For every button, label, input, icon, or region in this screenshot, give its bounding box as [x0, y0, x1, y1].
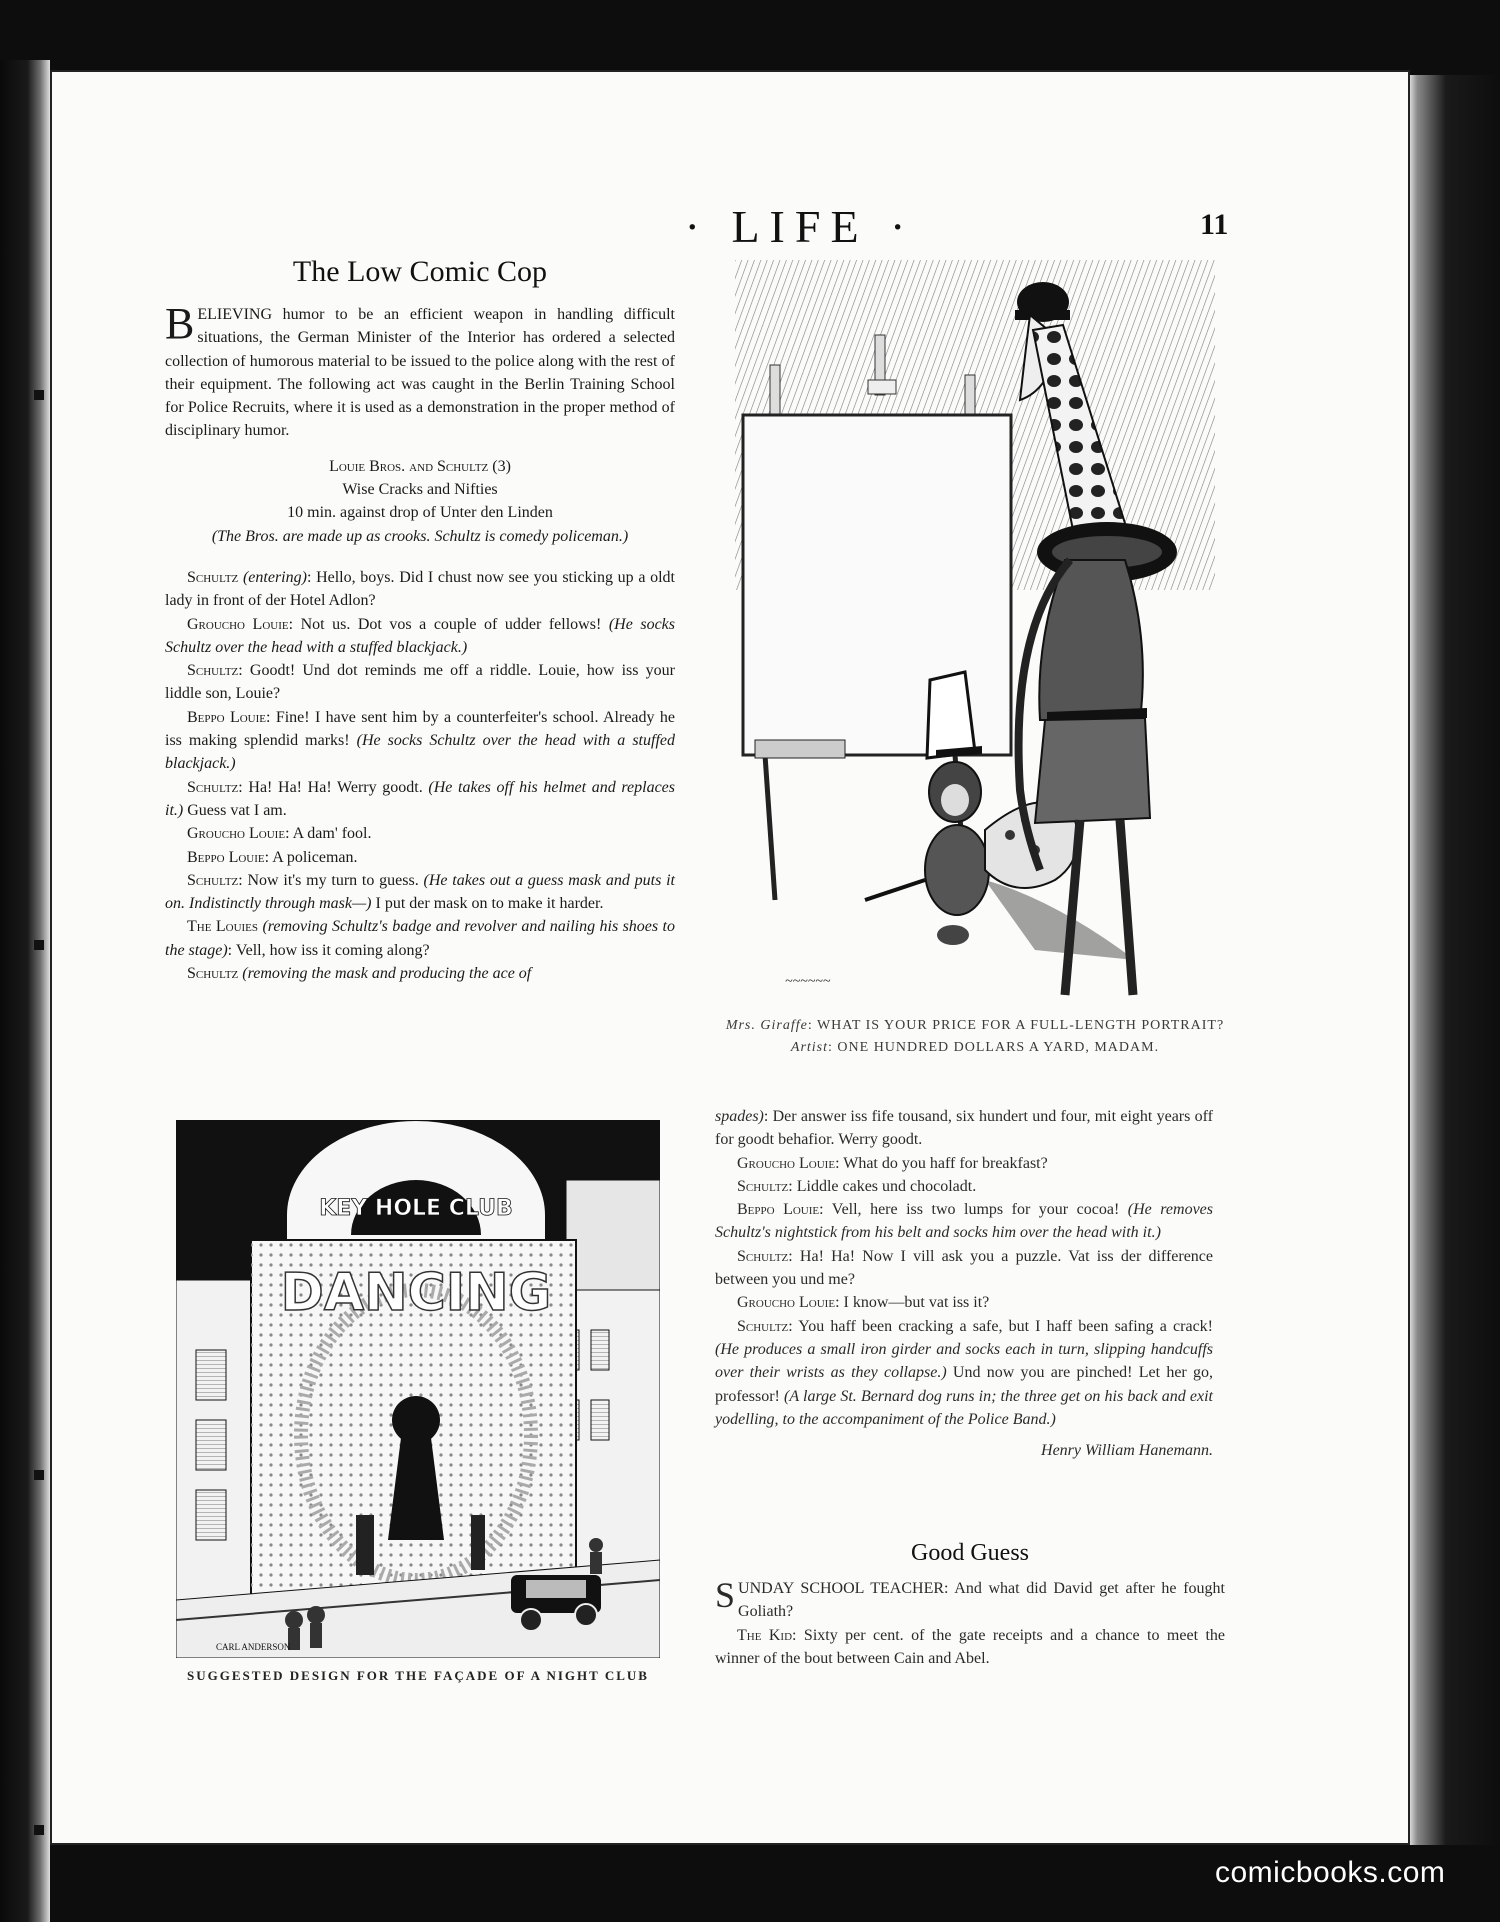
dialogue-line: [715, 1291, 1213, 1314]
speaker-name: Schultz: [737, 1247, 789, 1265]
spoken-text: : Not us. Dot vos a couple of udder fellows!: [288, 615, 602, 633]
drop-cap: B: [165, 299, 195, 348]
spoken-text: Guess vat I am.: [187, 801, 287, 819]
spoken-text: : A policeman.: [264, 848, 358, 866]
speaker-name: Groucho Louie: [187, 615, 289, 633]
spoken-text: : You haff been cracking a safe, but I haff been safing a crack!: [788, 1317, 1213, 1335]
dialogue-line: [165, 962, 675, 985]
dialogue-line: [165, 846, 675, 869]
spoken-text: : Vell, how iss it coming along?: [227, 941, 430, 959]
dialogue-line: [165, 915, 675, 962]
speaker-name: Groucho Louie: [187, 825, 286, 843]
speaker-name: Schultz: [187, 965, 239, 983]
caption-line: : WHAT IS YOUR PRICE FOR A FULL-LENGTH PORTRAIT?: [807, 1018, 1225, 1033]
speaker-name: Groucho Louie: [737, 1154, 836, 1172]
masthead: · LIFE ·: [684, 201, 916, 252]
dialogue-line: SUNDAY SCHOOL TEACHER: And what did David get after he fought Goliath?: [715, 1575, 1225, 1621]
giraffe-caption: [715, 1015, 1235, 1059]
spoken-text: : What do you haff for breakfast?: [835, 1154, 1048, 1172]
billing-stage-note: (The Bros. are made up as crooks. Schultz is comedy policeman.): [211, 527, 629, 545]
dialogue-left: [165, 566, 675, 985]
speaker-name: Beppo Louie: [737, 1201, 820, 1219]
nightclub-cartoon: [176, 1120, 660, 1658]
sign-arch-text: KEY HOLE CLUB: [319, 1196, 513, 1221]
spoken-text: : I know—but vat iss it?: [835, 1294, 990, 1312]
dialogue-right: [715, 1152, 1213, 1432]
spine-mark: [34, 390, 44, 400]
caption-speaker: Artist: [790, 1040, 829, 1055]
speaker-name: The Louies: [187, 918, 259, 936]
dialogue-line: [715, 1198, 1213, 1245]
stage-direction: (He socks Schultz over the head with a stuffed blackjack.): [165, 732, 675, 773]
spoken-text: : Fine! I have sent him by a counterfeiter's school. Already he iss making splendid marks!: [165, 708, 675, 750]
caption-line: : ONE HUNDRED DOLLARS A YARD, MADAM.: [828, 1040, 1160, 1055]
dialogue-line: [165, 776, 675, 823]
stage-direction: (removing Schultz's badge and revolver and nailing his shoes to the stage): [165, 918, 675, 959]
dialogue-line: [165, 613, 675, 660]
dialogue-line: [715, 1152, 1213, 1175]
binding-spine: [0, 60, 50, 1922]
stage-direction: (He takes off his helmet and replaces it.): [165, 778, 676, 819]
spine-mark: [34, 1470, 44, 1480]
site-watermark: comicbooks.com: [1215, 1856, 1446, 1889]
artist-signature: CARL ANDERSON: [216, 1642, 291, 1652]
stage-direction: (entering): [242, 568, 307, 586]
intro-paragraph: BELIEVING humor to be an efficient weapon in handling difficult situations, the German Minister of the Interior has ordered a selected collection of humorous material to be issued to the police along with the rest of their equipment. The following act was caught in the Berlin Training School for Police Recruits, where it is used as a demonstration in the proper method of disciplinary humor.: [165, 299, 675, 440]
spoken-text: : Ha! Ha! Now I vill ask you a puzzle. Vat iss der difference between you und me?: [715, 1247, 1213, 1289]
spoken-text: : Now it's my turn to guess.: [238, 871, 419, 889]
billing-line: Louie Bros. and Schultz (3): [329, 457, 511, 475]
dialogue-line: [715, 1315, 1213, 1431]
giraffe-cartoon: [735, 260, 1215, 1005]
sign-main-text: DANCING: [280, 1263, 552, 1323]
page-number: 11: [1200, 208, 1229, 241]
author-signature: Henry William Hanemann.: [1041, 1442, 1213, 1460]
caption-speaker: Mrs. Giraffe: [725, 1018, 808, 1033]
dialogue-line: [715, 1245, 1213, 1292]
billing-block: [165, 455, 675, 548]
page-edge: [1410, 75, 1500, 1845]
drop-cap: S: [715, 1575, 736, 1615]
spoken-text: : Liddle cakes und chocoladt.: [788, 1177, 977, 1195]
stage-direction: (A large St. Bernard dog runs in; the three get on his back and exit yodelling, to the accompaniment of the Police Band.): [715, 1387, 1214, 1428]
dialogue-line: [715, 1175, 1213, 1198]
spoken-text: : A dam' fool.: [285, 825, 372, 843]
speaker-name: Beppo Louie: [187, 708, 266, 726]
good-guess-column: [715, 1577, 1225, 1670]
spoken-text: : Ha! Ha! Ha! Werry goodt.: [238, 778, 423, 796]
speaker-name: Groucho Louie: [737, 1294, 836, 1312]
billing-line: 10 min. against drop of Unter den Linden: [287, 504, 553, 522]
speaker-name: Schultz: [187, 568, 239, 586]
nightclub-caption: SUGGESTED DESIGN FOR THE FAÇADE OF A NIGHT CLUB: [187, 1668, 649, 1683]
spine-mark: [34, 940, 44, 950]
speaker-name: Schultz: [187, 662, 239, 680]
stage-direction: (removing the mask and producing the ace of: [242, 965, 532, 983]
speaker-name: Schultz: [737, 1317, 789, 1335]
dialogue-line: The Kid: Sixty per cent. of the gate receipts and a chance to meet the winner of the bout between Cain and Abel.: [715, 1626, 1226, 1667]
dialogue-line: [165, 659, 675, 706]
spoken-text: : Hello, boys. Did I chust now see you sticking up a oldt lady in front of der Hotel Adlon?: [165, 568, 676, 610]
stage-direction: (He socks Schultz over the head with a stuffed blackjack.): [165, 615, 676, 656]
spine-mark: [34, 1825, 44, 1835]
spoken-text: Und now you are pinched! Let her go, professor!: [715, 1364, 1213, 1405]
dialogue-line: spades): Der answer iss fife tousand, six hundert und four, mit eight years off for goodt behafior. Werry goodt.: [715, 1108, 1213, 1149]
dialogue-line: [165, 869, 675, 916]
speaker-name: Beppo Louie: [187, 848, 265, 866]
stage-direction: (He removes Schultz's nightstick from his belt and socks him over the head with it.): [715, 1201, 1214, 1242]
article-column-right: [715, 1105, 1213, 1462]
spoken-text: : Goodt! Und dot reminds me off a riddle. Louie, how iss your liddle son, Louie?: [165, 662, 675, 703]
stage-direction: (He produces a small iron girder and socks each in turn, slipping handcuffs over their wrists as they collapse.): [715, 1340, 1213, 1382]
billing-line: Wise Cracks and Nifties: [342, 481, 498, 499]
article-column-left: [165, 299, 676, 985]
spoken-text: : Vell, here iss two lumps for your cocoa!: [819, 1201, 1120, 1219]
dialogue-line: [165, 822, 675, 845]
dialogue-line: [165, 566, 675, 613]
dialogue-line: [165, 706, 675, 776]
good-guess-title: Good Guess: [911, 1540, 1029, 1566]
speaker-name: Schultz: [737, 1177, 789, 1195]
cartoon-signature: ~~~~~~: [785, 974, 831, 989]
article-title: The Low Comic Cop: [292, 255, 548, 288]
spoken-text: I put der mask on to make it harder.: [375, 895, 604, 913]
speaker-name: Schultz: [187, 871, 239, 889]
stage-direction: (He takes out a guess mask and puts it on. Indistinctly through mask—): [165, 871, 676, 913]
speaker-name: Schultz: [187, 778, 239, 796]
